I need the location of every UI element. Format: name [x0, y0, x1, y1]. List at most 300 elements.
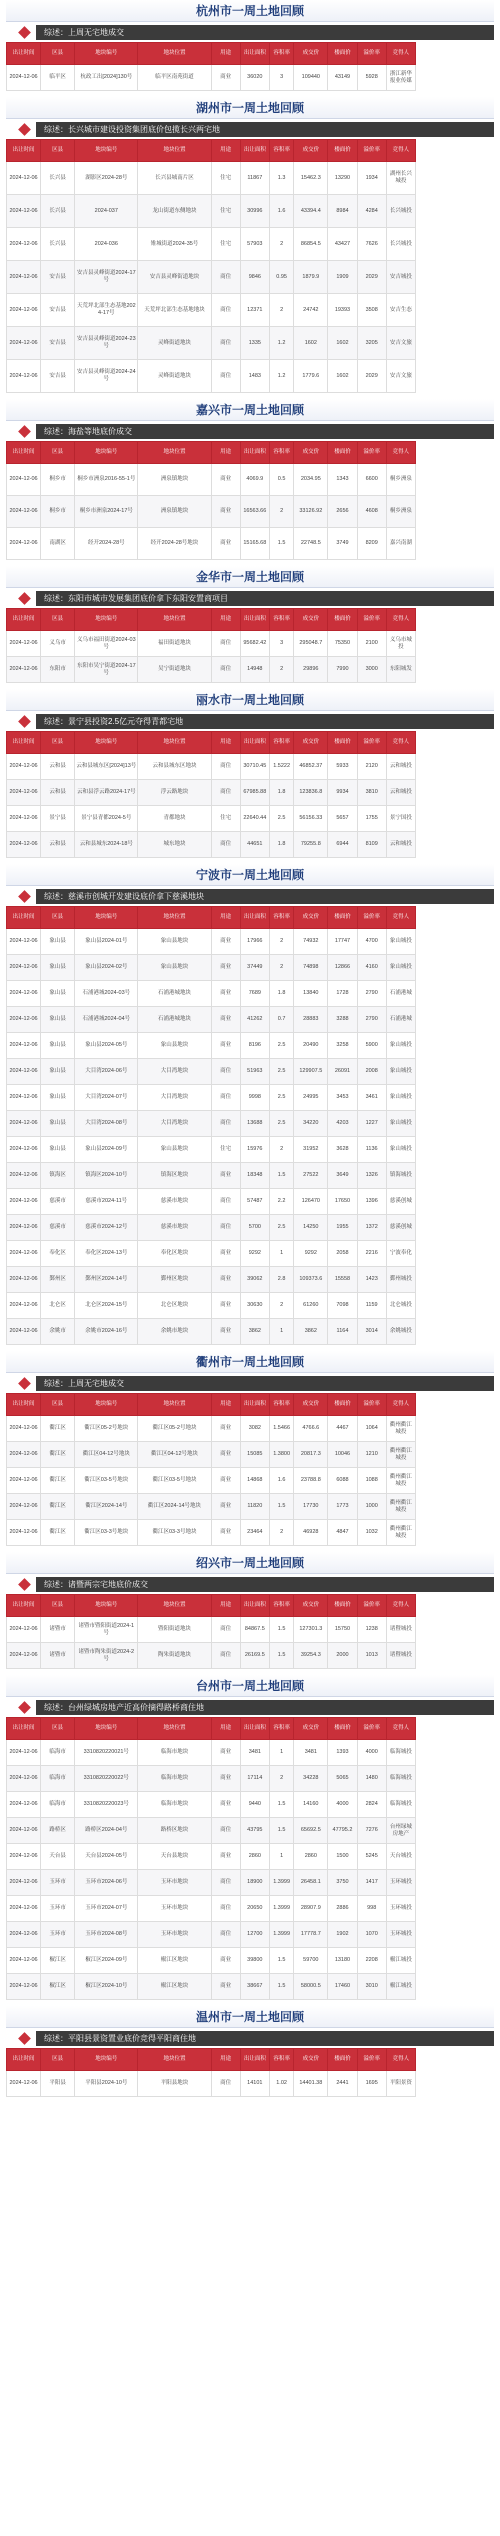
- table-cell: 临海市: [41, 1766, 75, 1792]
- header-row: [7, 1718, 494, 1740]
- table-cell: 平阳县2024-10号: [75, 2071, 138, 2097]
- table-cell: 1.2: [269, 327, 293, 360]
- table-cell: 玉环市地块: [138, 1922, 211, 1948]
- table-cell: 13688: [240, 1111, 269, 1137]
- table-cell: 9846: [240, 261, 269, 294]
- land-table: [6, 139, 494, 393]
- column-header: 用途: [211, 1718, 240, 1740]
- column-header: 用途: [211, 43, 240, 65]
- table-cell: 临海市地块: [138, 1740, 211, 1766]
- table-cell: 2.5: [269, 1033, 293, 1059]
- table-cell: 大目湾2024-07号: [75, 1085, 138, 1111]
- table-cell: 2024-12-06: [7, 1870, 41, 1896]
- table-cell: 长兴城投: [386, 228, 415, 261]
- table-cell: 象山县: [41, 1059, 75, 1085]
- section-title: 衢州市一周土地回顾: [6, 1351, 494, 1373]
- table-cell: 天台县地块: [138, 1844, 211, 1870]
- table-cell: 20817.3: [294, 1442, 328, 1468]
- table-cell: 18348: [240, 1163, 269, 1189]
- table-cell: 1602: [328, 360, 357, 393]
- table-cell: 2034.95: [294, 464, 328, 496]
- table-cell: 2024-12-06: [7, 657, 41, 683]
- table-cell: 临海城投: [386, 1792, 415, 1818]
- table-cell: 26458.1: [294, 1870, 328, 1896]
- table-cell: 1.5: [269, 1974, 293, 2000]
- table-cell: 12371: [240, 294, 269, 327]
- table-cell: 镇海区2024-10号: [75, 1163, 138, 1189]
- table-cell: 灵峰街道地块: [138, 327, 211, 360]
- table-cell: 洲泉镇地块: [138, 464, 211, 496]
- table-cell: 3258: [328, 1033, 357, 1059]
- section-title: 温州市一周土地回顾: [6, 2006, 494, 2028]
- table-row: [7, 294, 494, 327]
- table-cell: 13290: [328, 162, 357, 195]
- table-cell: 2.2: [269, 1189, 293, 1215]
- table-row: [7, 1442, 494, 1468]
- table-cell: 象山城投: [386, 1033, 415, 1059]
- table-cell: 石浦港城地块: [138, 1007, 211, 1033]
- table-cell: 椒江区地块: [138, 1974, 211, 2000]
- table-cell: 云和县: [41, 780, 75, 806]
- table-cell: 象山县地块: [138, 929, 211, 955]
- table-cell: 2024-12-06: [7, 1085, 41, 1111]
- table-row: [7, 1896, 494, 1922]
- table-cell: 1.5: [269, 1818, 293, 1844]
- table-cell: 2024-12-06: [7, 1163, 41, 1189]
- table-cell: 28907.9: [294, 1896, 328, 1922]
- table-row: [7, 806, 494, 832]
- table-cell: 镇海区地块: [138, 1163, 211, 1189]
- column-header: 地块编号: [75, 43, 138, 65]
- table-cell: 衢州衢江城投: [386, 1416, 415, 1442]
- table-cell: 湖州长兴城投: [386, 162, 415, 195]
- table-cell: 67985.88: [240, 780, 269, 806]
- table-cell: 安吉生态: [386, 294, 415, 327]
- table-cell: 1.5222: [269, 754, 293, 780]
- table-row: [7, 1215, 494, 1241]
- table-cell: 2.5: [269, 1085, 293, 1111]
- table-cell: 2: [269, 1520, 293, 1546]
- table-cell: 诸暨市陶朱街道2024-2号: [75, 1643, 138, 1669]
- table-cell: 0.7: [269, 1007, 293, 1033]
- table-cell: 1070: [357, 1922, 386, 1948]
- table-cell: 65692.5: [294, 1818, 328, 1844]
- column-header: 容积率: [269, 2049, 293, 2071]
- table-cell: 1326: [357, 1163, 386, 1189]
- table-cell: 象山县: [41, 1111, 75, 1137]
- table-cell: 长兴县: [41, 195, 75, 228]
- table-cell: 46852.37: [294, 754, 328, 780]
- table-cell: 1909: [328, 261, 357, 294]
- table-cell: 衢江区: [41, 1468, 75, 1494]
- table-row: [7, 1643, 494, 1669]
- table-cell: 桐乡洲泉: [386, 496, 415, 528]
- column-header: 溢价率: [357, 609, 386, 631]
- table-cell: 陶朱街道地块: [138, 1643, 211, 1669]
- table-cell: 桐乡市洲泉2024-17号: [75, 496, 138, 528]
- table-cell: 衢江区03-5号地块: [75, 1468, 138, 1494]
- table-cell: 95682.42: [240, 631, 269, 657]
- table-cell: 大目湾2024-06号: [75, 1059, 138, 1085]
- table-cell: 住宅: [211, 162, 240, 195]
- land-table: [6, 441, 494, 560]
- table-cell: 2024-12-06: [7, 496, 41, 528]
- table-cell: 义乌市: [41, 631, 75, 657]
- table-row: [7, 1468, 494, 1494]
- table-cell: 1335: [240, 327, 269, 360]
- city-section: [6, 1552, 494, 1669]
- column-header: 出让面积: [240, 609, 269, 631]
- table-cell: 4608: [357, 496, 386, 528]
- column-header: 区县: [41, 1394, 75, 1416]
- table-cell: 2029: [357, 261, 386, 294]
- table-row: [7, 1844, 494, 1870]
- column-header: 区县: [41, 140, 75, 162]
- table-cell: 椒江区: [41, 1948, 75, 1974]
- header-row: [7, 732, 494, 754]
- table-cell: 6944: [328, 832, 357, 858]
- table-cell: 奉化区: [41, 1241, 75, 1267]
- table-cell: 2024-12-06: [7, 780, 41, 806]
- column-header: 出让面积: [240, 442, 269, 464]
- column-header: 用途: [211, 2049, 240, 2071]
- land-table: [6, 1393, 494, 1546]
- table-cell: 商住: [211, 1922, 240, 1948]
- column-header: 地块位置: [138, 732, 211, 754]
- table-cell: 7689: [240, 981, 269, 1007]
- table-cell: 住宅: [211, 1137, 240, 1163]
- city-section: [6, 2006, 494, 2097]
- table-cell: 1773: [328, 1494, 357, 1520]
- table-cell: 商业: [211, 1033, 240, 1059]
- table-cell: 14101: [240, 2071, 269, 2097]
- table-cell: 1.2: [269, 360, 293, 393]
- table-cell: 3014: [357, 1319, 386, 1345]
- table-cell: 3205: [357, 327, 386, 360]
- table-cell: 青都地块: [138, 806, 211, 832]
- column-header: 成交价: [294, 732, 328, 754]
- table-row: [7, 1766, 494, 1792]
- table-cell: 商住: [211, 780, 240, 806]
- table-cell: 3: [269, 65, 293, 91]
- table-row: [7, 981, 494, 1007]
- column-header: 成交价: [294, 140, 328, 162]
- table-cell: 22748.5: [294, 528, 328, 560]
- table-cell: 1088: [357, 1468, 386, 1494]
- column-header: 成交价: [294, 1595, 328, 1617]
- summary-text: 综述：上周无宅地成交: [36, 25, 494, 40]
- table-cell: 椒江城投: [386, 1948, 415, 1974]
- table-row: [7, 1948, 494, 1974]
- table-cell: 9998: [240, 1085, 269, 1111]
- table-row: [7, 1163, 494, 1189]
- column-header: 出让时间: [7, 140, 41, 162]
- table-row: [7, 1007, 494, 1033]
- table-cell: 14250: [294, 1215, 328, 1241]
- column-header: 容积率: [269, 609, 293, 631]
- table-cell: 3453: [328, 1085, 357, 1111]
- column-header: 出让面积: [240, 43, 269, 65]
- column-header: 成交价: [294, 907, 328, 929]
- table-cell: 20650: [240, 1896, 269, 1922]
- table-cell: 大目湾地块: [138, 1111, 211, 1137]
- table-cell: 平阳景资: [386, 2071, 415, 2097]
- table-cell: 石浦港城: [386, 981, 415, 1007]
- table-cell: 商业: [211, 1163, 240, 1189]
- table-cell: 1.5: [269, 1948, 293, 1974]
- table-cell: 51963: [240, 1059, 269, 1085]
- table-cell: 镇海城投: [386, 1163, 415, 1189]
- column-header: 容积率: [269, 442, 293, 464]
- table-cell: 3810: [357, 780, 386, 806]
- table-cell: 2024-12-06: [7, 1520, 41, 1546]
- table-cell: 27522: [294, 1163, 328, 1189]
- table-cell: 1: [269, 1740, 293, 1766]
- column-header: 楼面价: [328, 140, 357, 162]
- table-cell: 象山城投: [386, 929, 415, 955]
- section-title: 绍兴市一周土地回顾: [6, 1552, 494, 1574]
- table-row: [7, 1033, 494, 1059]
- table-cell: 1159: [357, 1293, 386, 1319]
- table-cell: 1728: [328, 981, 357, 1007]
- table-cell: 17778.7: [294, 1922, 328, 1948]
- table-cell: 2024-12-06: [7, 1468, 41, 1494]
- column-header: 溢价率: [357, 907, 386, 929]
- table-cell: 3010: [357, 1974, 386, 2000]
- table-cell: 商业: [211, 1241, 240, 1267]
- column-header: 出让面积: [240, 732, 269, 754]
- table-cell: 24742: [294, 294, 328, 327]
- column-header: 成交价: [294, 609, 328, 631]
- table-row: [7, 631, 494, 657]
- table-cell: 衢州衢江城投: [386, 1494, 415, 1520]
- table-cell: 2.8: [269, 1267, 293, 1293]
- land-table: [6, 42, 494, 91]
- table-cell: 2024-12-06: [7, 1416, 41, 1442]
- table-cell: 1238: [357, 1617, 386, 1643]
- column-header: 出让时间: [7, 1718, 41, 1740]
- table-cell: 2790: [357, 981, 386, 1007]
- column-header: 地块位置: [138, 2049, 211, 2071]
- column-header: 出让时间: [7, 1394, 41, 1416]
- table-cell: 2024-12-06: [7, 1792, 41, 1818]
- table-cell: 玉环城投: [386, 1922, 415, 1948]
- table-cell: 慈溪市2024-12号: [75, 1215, 138, 1241]
- table-cell: 诸暨市: [41, 1643, 75, 1669]
- summary-text: 综述：海盐等地底价成交: [36, 424, 494, 439]
- table-cell: 安吉县: [41, 294, 75, 327]
- diamond-icon: [18, 425, 31, 438]
- table-cell: 经开2024-28号地块: [138, 528, 211, 560]
- table-cell: 2024-12-06: [7, 1293, 41, 1319]
- summary-bar: [6, 1700, 494, 1715]
- table-cell: 1343: [328, 464, 357, 496]
- table-cell: 1500: [328, 1844, 357, 1870]
- table-cell: 14868: [240, 1468, 269, 1494]
- table-row: [7, 162, 494, 195]
- table-cell: 诸暨市: [41, 1617, 75, 1643]
- table-cell: 石浦港城地块: [138, 981, 211, 1007]
- table-cell: 象山县: [41, 929, 75, 955]
- table-cell: 安吉城投: [386, 261, 415, 294]
- table-cell: 2024-12-06: [7, 162, 41, 195]
- table-cell: 椒江区2024-09号: [75, 1948, 138, 1974]
- table-cell: 慈溪市地块: [138, 1189, 211, 1215]
- table-cell: 玉环市: [41, 1896, 75, 1922]
- column-header: 成交价: [294, 43, 328, 65]
- table-cell: 余姚市2024-16号: [75, 1319, 138, 1345]
- city-section: [6, 1351, 494, 1546]
- table-cell: 14160: [294, 1792, 328, 1818]
- table-cell: 41262: [240, 1007, 269, 1033]
- table-row: [7, 1319, 494, 1345]
- table-cell: 云和县城东区[2024]13号: [75, 754, 138, 780]
- diamond-icon: [18, 123, 31, 136]
- table-cell: 2024-12-06: [7, 2071, 41, 2097]
- table-cell: 商业: [211, 929, 240, 955]
- table-cell: 椒江区2024-10号: [75, 1974, 138, 2000]
- column-header: 容积率: [269, 43, 293, 65]
- table-cell: 诸暨城投: [386, 1617, 415, 1643]
- column-header: 容积率: [269, 732, 293, 754]
- city-section: [6, 566, 494, 683]
- table-cell: 2024-12-06: [7, 1766, 41, 1792]
- table-cell: 998: [357, 1896, 386, 1922]
- table-cell: 玉环市2024-08号: [75, 1922, 138, 1948]
- land-table: [6, 906, 494, 1345]
- table-cell: 2.5: [269, 806, 293, 832]
- column-header: 出让时间: [7, 1595, 41, 1617]
- summary-bar: [6, 714, 494, 729]
- table-cell: 58000.5: [294, 1974, 328, 2000]
- section-title: 宁波市一周土地回顾: [6, 864, 494, 886]
- table-cell: 慈溪市: [41, 1215, 75, 1241]
- table-cell: 2024-12-06: [7, 1241, 41, 1267]
- table-cell: 义乌市城投: [386, 631, 415, 657]
- table-cell: 2024-12-06: [7, 1033, 41, 1059]
- table-cell: 商业: [211, 1319, 240, 1345]
- column-header: 地块位置: [138, 1394, 211, 1416]
- table-cell: 东阳市: [41, 657, 75, 683]
- column-header: 溢价率: [357, 732, 386, 754]
- table-cell: 30710.45: [240, 754, 269, 780]
- table-cell: 象山县2024-01号: [75, 929, 138, 955]
- table-cell: 2: [269, 929, 293, 955]
- table-cell: 13180: [328, 1948, 357, 1974]
- table-cell: 3481: [294, 1740, 328, 1766]
- city-section: [6, 399, 494, 560]
- table-cell: 15085: [240, 1442, 269, 1468]
- table-cell: 17650: [328, 1189, 357, 1215]
- table-cell: 衢江区: [41, 1494, 75, 1520]
- table-cell: 18900: [240, 1870, 269, 1896]
- table-cell: 1.5: [269, 1617, 293, 1643]
- column-header: 容积率: [269, 1595, 293, 1617]
- table-cell: 5065: [328, 1766, 357, 1792]
- table-cell: 城东地块: [138, 832, 211, 858]
- table-cell: 4069.9: [240, 464, 269, 496]
- table-cell: 9440: [240, 1792, 269, 1818]
- table-cell: 43394.4: [294, 195, 328, 228]
- table-cell: 玉环市2024-06号: [75, 1870, 138, 1896]
- table-cell: 商业: [211, 496, 240, 528]
- table-cell: 商业: [211, 1520, 240, 1546]
- table-cell: 椒江区地块: [138, 1948, 211, 1974]
- column-header: 用途: [211, 1595, 240, 1617]
- table-cell: 商业: [211, 528, 240, 560]
- table-cell: 6088: [328, 1468, 357, 1494]
- table-cell: 2024-12-06: [7, 65, 41, 91]
- table-cell: 宁波奉化: [386, 1241, 415, 1267]
- column-header: 用途: [211, 732, 240, 754]
- table-cell: 云和城投: [386, 832, 415, 858]
- summary-bar: [6, 1577, 494, 1592]
- column-header: 竞得人: [386, 442, 415, 464]
- column-header: 竞得人: [386, 140, 415, 162]
- table-row: [7, 657, 494, 683]
- table-cell: 2024-12-06: [7, 1442, 41, 1468]
- table-cell: 2024-12-06: [7, 1494, 41, 1520]
- table-cell: 7626: [357, 228, 386, 261]
- table-cell: 1480: [357, 1766, 386, 1792]
- table-cell: 镇海区: [41, 1163, 75, 1189]
- table-cell: 2: [269, 1766, 293, 1792]
- table-cell: 义乌市福田街道2024-03号: [75, 631, 138, 657]
- table-cell: 2024-12-06: [7, 1215, 41, 1241]
- section-title: 嘉兴市一周土地回顾: [6, 399, 494, 421]
- table-cell: 3310820220023号: [75, 1792, 138, 1818]
- table-cell: 玉环市地块: [138, 1896, 211, 1922]
- summary-text: 综述：景宁县投资2.5亿元夺得青都宅地: [36, 714, 494, 729]
- table-cell: 桐乡洲泉: [386, 464, 415, 496]
- table-cell: 暨阳街道地块: [138, 1617, 211, 1643]
- column-header: 地块位置: [138, 609, 211, 631]
- table-cell: 临海市: [41, 1792, 75, 1818]
- column-header: 地块编号: [75, 2049, 138, 2071]
- column-header: 用途: [211, 442, 240, 464]
- column-header: 出让时间: [7, 43, 41, 65]
- table-cell: 衢江区2024-14号地块: [138, 1494, 211, 1520]
- header-row: [7, 140, 494, 162]
- column-header: 溢价率: [357, 442, 386, 464]
- table-cell: 象山城投: [386, 955, 415, 981]
- table-row: [7, 1241, 494, 1267]
- table-cell: 云和县浮云路2024-17号: [75, 780, 138, 806]
- table-cell: 20490: [294, 1033, 328, 1059]
- table-cell: 1396: [357, 1189, 386, 1215]
- table-cell: 3750: [328, 1870, 357, 1896]
- table-cell: 商住: [211, 1896, 240, 1922]
- column-header: 出让面积: [240, 1595, 269, 1617]
- table-cell: 商住: [211, 1643, 240, 1669]
- table-cell: 1.8: [269, 832, 293, 858]
- header-row: [7, 1394, 494, 1416]
- table-cell: 1955: [328, 1215, 357, 1241]
- table-cell: 2024-12-06: [7, 929, 41, 955]
- column-header: 出让面积: [240, 140, 269, 162]
- table-cell: 鄞州城投: [386, 1267, 415, 1293]
- table-cell: 衢州衢江城投: [386, 1468, 415, 1494]
- table-row: [7, 1267, 494, 1293]
- table-cell: 2024-12-06: [7, 1007, 41, 1033]
- table-cell: 28883: [294, 1007, 328, 1033]
- table-cell: 74898: [294, 955, 328, 981]
- table-row: [7, 1974, 494, 2000]
- table-cell: 37449: [240, 955, 269, 981]
- table-row: [7, 1870, 494, 1896]
- table-cell: 商住: [211, 294, 240, 327]
- header-row: [7, 609, 494, 631]
